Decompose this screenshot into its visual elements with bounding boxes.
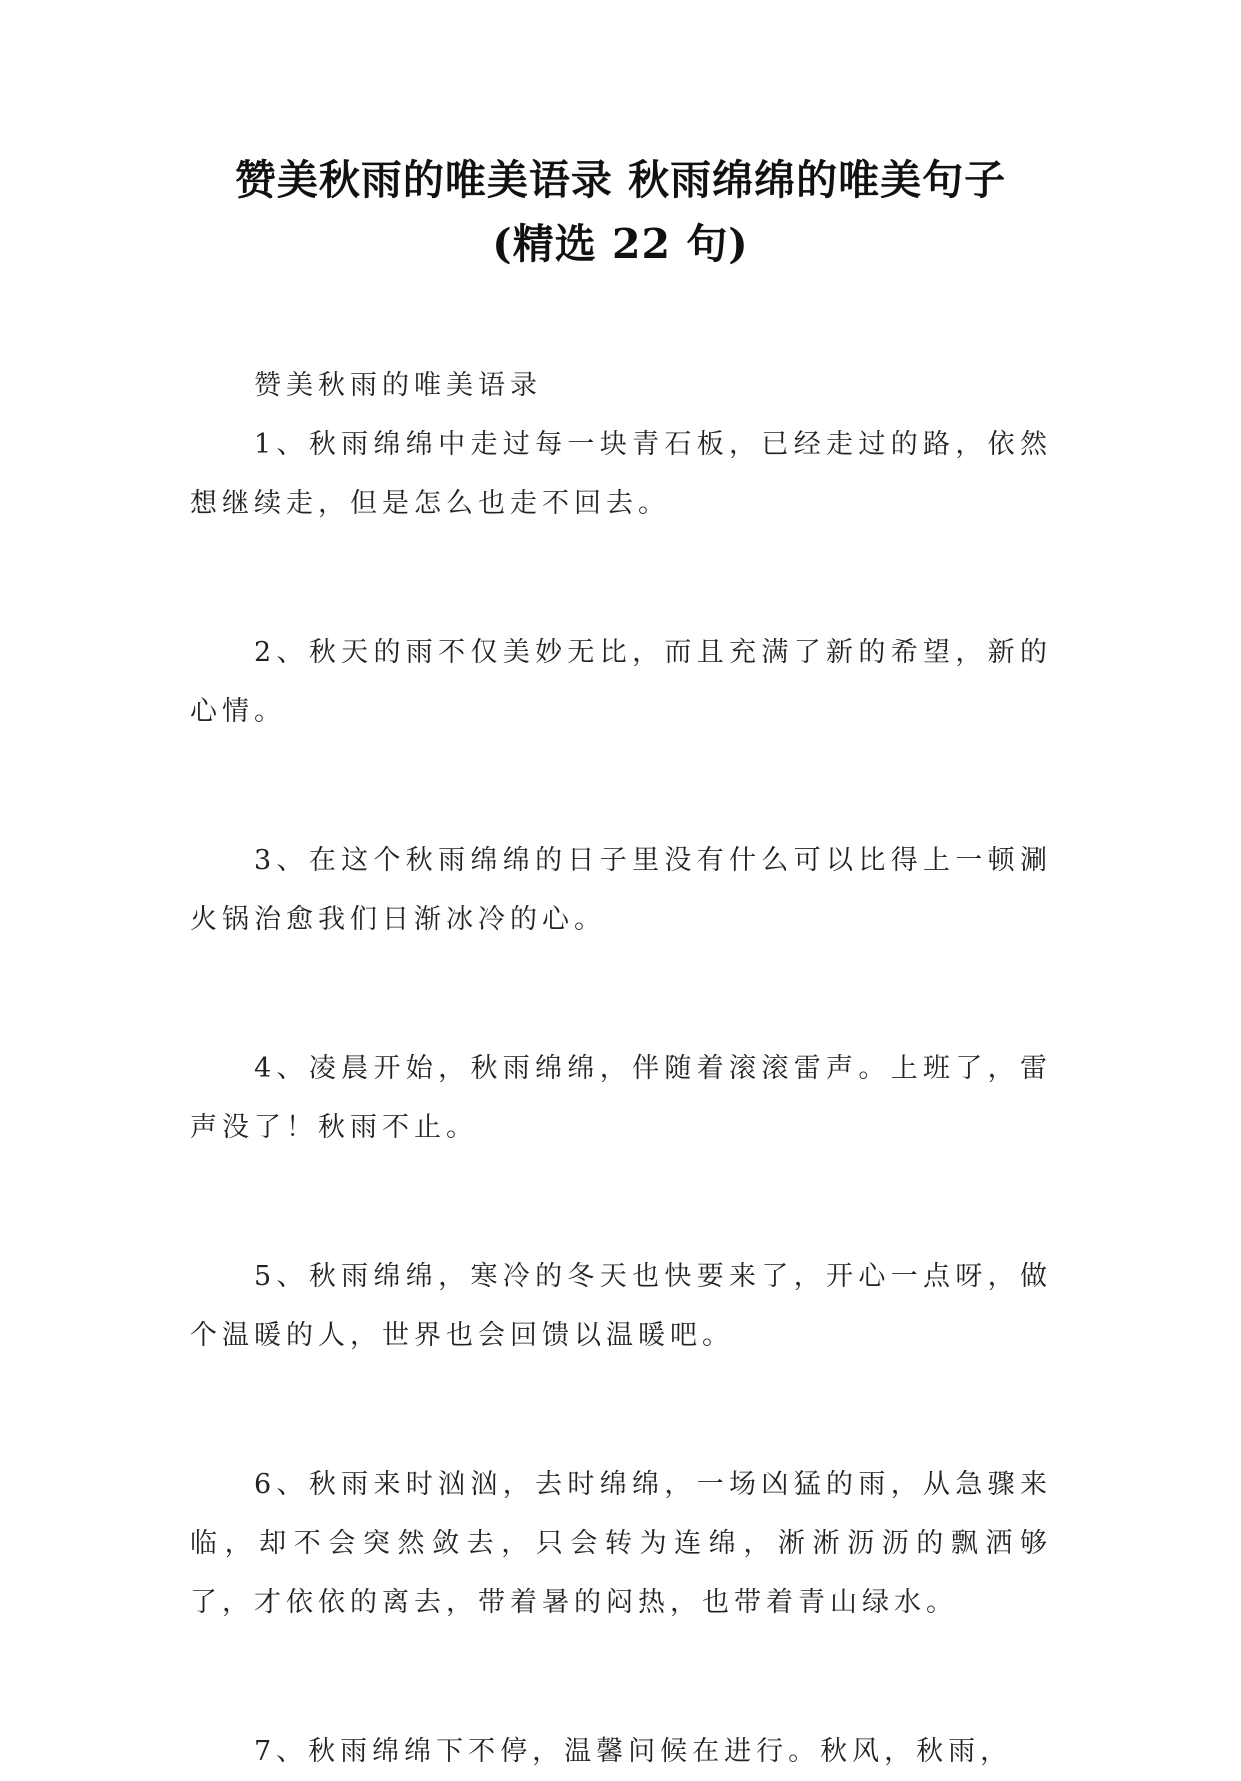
document-title xyxy=(150,148,1091,276)
paragraph-2: 2、秋天的雨不仅美妙无比，而且充满了新的希望，新的心情。 xyxy=(190,637,1052,727)
paragraph-3: 3、在这个秋雨绵绵的日子里没有什么可以比得上一顿涮火锅治愈我们日渐冰冷的心。 xyxy=(190,845,1052,935)
paragraph-5: 5、秋雨绵绵，寒冷的冬天也快要来了，开心一点呀，做个温暖的人，世界也会回馈以温暖吧。 xyxy=(190,1261,1052,1351)
title-line-2: (精选 22 句) xyxy=(492,220,749,268)
paragraph-4: 4、凌晨开始，秋雨绵绵，伴随着滚滚雷声。上班了，雷声没了！秋雨不止。 xyxy=(190,1053,1052,1143)
paragraph-6: 6、秋雨来时汹汹，去时绵绵，一场凶猛的雨，从急骤来临，却不会突然敛去，只会转为连绵，淅淅沥沥的飘洒够了，才依依的离去，带着暑的闷热，也带着青山绿水。 xyxy=(190,1469,1052,1618)
document-body xyxy=(190,356,1052,1781)
paragraph-7: 7、秋雨绵绵下不停，温馨问候在进行。秋风，秋雨， xyxy=(254,1736,1013,1767)
paragraph-1: 1、秋雨绵绵中走过每一块青石板，已经走过的路，依然想继续走，但是怎么也走不回去。 xyxy=(190,429,1052,519)
section-heading: 赞美秋雨的唯美语录 xyxy=(254,370,542,401)
title-line-1: 赞美秋雨的唯美语录 秋雨绵绵的唯美句子 xyxy=(234,156,1007,204)
